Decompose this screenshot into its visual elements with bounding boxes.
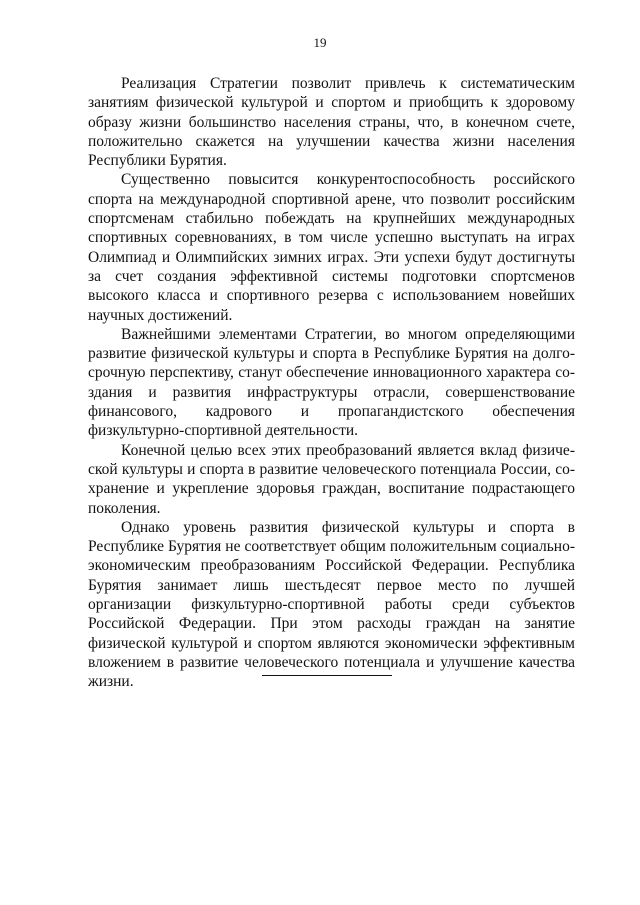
paragraph-competitiveness: Существенно повысится конкурентоспособность российского спорта на международной спортивной арене, что позволит российским спортсменам стабильно побеждать на крупнейших международных спортивных соревнованиях, в том числе успешно выступать на играх Олимпиад и Олимпийских зимних играх. Эти успехи будут достигнуты за счет создания эффективной системы подготовки спортсменов высокого класса и спортивного резерва с использованием новейших научных достижений. — [88, 171, 575, 324]
paragraph-strategy-outcome: Реализация Стратегии позволит привлечь к систематическим занятиям физической культурой и спортом и приобщить к здоровому образу жизни большинство населения страны, что, в конечном счете, положительно скажется на улучшении качества жизни населения Республики Бурятия. — [88, 75, 575, 170]
paragraph-key-elements: Важнейшими элементами Стратегии, во многом определяющими развитие физической культуры и спорта в Республике Бурятия на долгосрочную перспективу, станут обеспечение инновационного характера создания и развития инфраструктуры отрасли, совершенствование финансового, кадрового и пропагандистского обеспечения физкультурно-спортивной деятельности. — [88, 325, 575, 440]
paragraph-final-goal: Конечной целью всех этих преобразований является вклад физической культуры и спорта в развитие человеческого потенциала России, сохранение и укрепление здоровья граждан, воспитание подрастающего поколения. — [88, 441, 575, 517]
paragraph-current-level: Однако уровень развития физической культуры и спорта в Республике Бурятия не соответствует общим положительным социально-экономическим преобразованиям Российской Федерации. Республика Бурятия занимает лишь шестьдесят первое место по лучшей организации физкультурно-спортивной работы среди субъектов Российской Федерации. При этом расходы граждан на занятие физической культурой и спортом являются экономически эффективным вложением в развитие человеческого потенциала и улучшение качества жизни. — [88, 518, 575, 691]
end-separator-line — [262, 675, 392, 676]
document-body — [88, 74, 575, 692]
page-number: 19 — [313, 35, 327, 50]
